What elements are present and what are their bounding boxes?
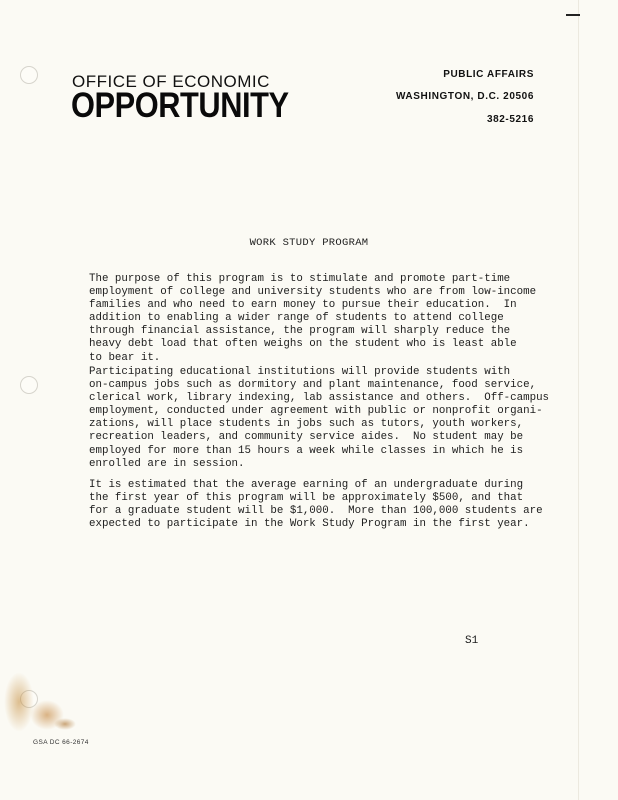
letterhead-office-line: OFFICE OF ECONOMIC [72, 72, 270, 91]
paragraph-purpose [89, 273, 539, 365]
text-line: addition to enabling a wider range of students to attend college [89, 312, 504, 325]
punch-hole-top [20, 66, 38, 84]
text-line: It is estimated that the average earning of an undergraduate during [89, 479, 524, 491]
letterhead-agency-name: OPPORTUNITY [71, 86, 289, 125]
text-line: zations, will place students in jobs such as tutors, youth workers, [89, 418, 524, 431]
letterhead-location: WASHINGTON, D.C. 20506 [395, 91, 534, 102]
top-edge-mark [566, 14, 580, 16]
text-line: enrolled are in session. [89, 457, 245, 470]
paragraph-participation [89, 366, 550, 471]
letterhead-department: PUBLIC AFFAIRS [443, 69, 534, 80]
text-line: for a graduate student will be $1,000. More than 100,000 students are [89, 505, 543, 518]
text-line: employment of college and university students who are from low-income [89, 286, 537, 299]
form-code: GSA DC 66-2674 [33, 739, 89, 746]
age-stain [54, 718, 76, 730]
text-line: The purpose of this program is to stimulate and promote part-time [89, 273, 511, 285]
document-title: WORK STUDY PROGRAM [249, 237, 369, 249]
page-number: S1 [465, 635, 479, 647]
paragraph-earnings [89, 479, 543, 531]
text-line: expected to participate in the Work Study Program in the first year. [89, 518, 530, 531]
page-edge-line [578, 0, 579, 800]
text-line: through financial assistance, the program will sharply reduce the [89, 325, 511, 338]
text-line: heavy debt load that often weighs on the student who is least able [89, 338, 517, 351]
text-line: employment, conducted under agreement with public or nonprofit organi- [89, 405, 543, 418]
punch-hole-middle [20, 376, 38, 394]
text-line: clerical work, library indexing, lab assistance and others. Off-campus [89, 392, 550, 405]
text-line: families and who need to earn money to pursue their education. In [89, 299, 517, 312]
text-line: to bear it. [89, 351, 161, 364]
text-line: employed for more than 15 hours a week while classes in which he is [89, 444, 524, 457]
text-line: on-campus jobs such as dormitory and plant maintenance, food service, [89, 379, 537, 392]
letterhead-phone: 382-5216 [486, 114, 534, 125]
text-line: the first year of this program will be approximately $500, and that [89, 492, 524, 505]
text-line: recreation leaders, and community service aides. No student may be [89, 431, 524, 444]
age-stain [4, 672, 34, 732]
text-line: Participating educational institutions will provide students with [89, 366, 511, 378]
